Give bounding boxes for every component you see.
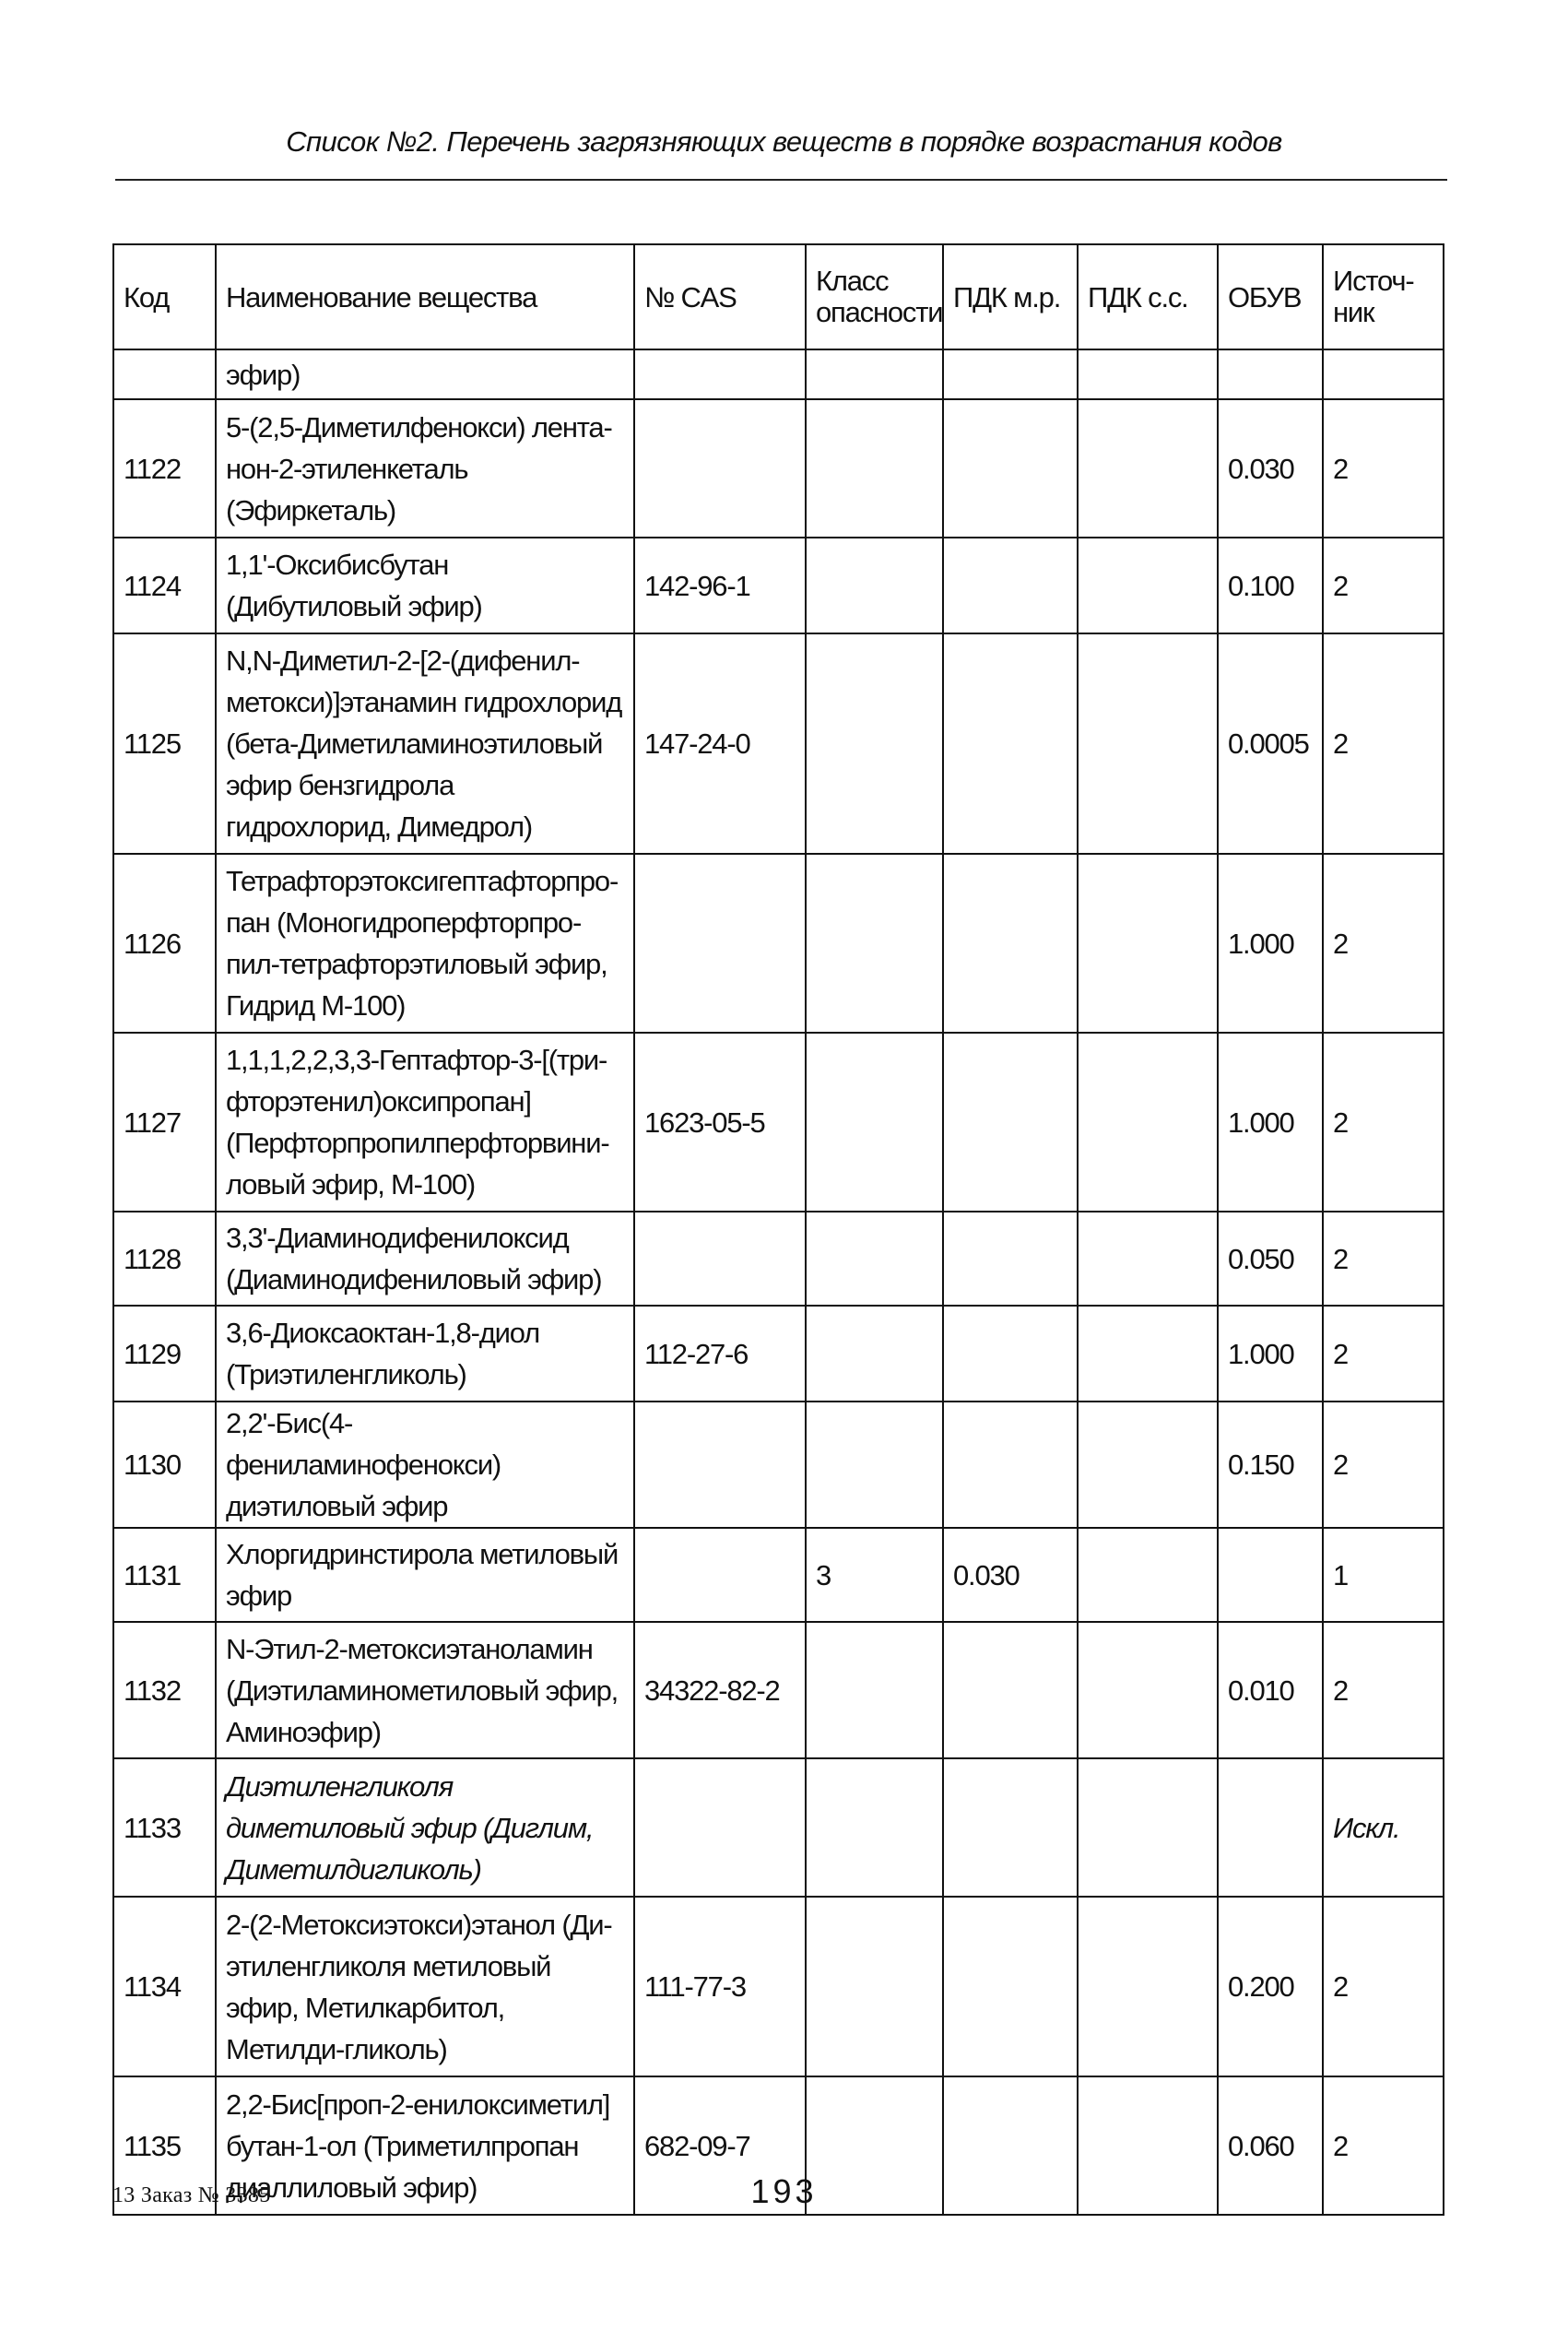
cell-cas: 147-24-0 <box>634 633 806 854</box>
cell-obuv: 1.000 <box>1218 854 1323 1033</box>
cell-source: 2 <box>1323 1402 1444 1528</box>
cell-pdk-ss <box>1078 854 1218 1033</box>
cell-obuv: 0.150 <box>1218 1402 1323 1528</box>
cell-obuv <box>1218 349 1323 399</box>
table-row <box>113 633 1444 854</box>
cell-source: 2 <box>1323 1306 1444 1402</box>
cell-name: 2-(2-Метоксиэтокси)этанол (Ди-этиленгликоля метиловый эфир, Метилкарбитол, Метилди-гликоль) <box>216 1897 634 2076</box>
col-header-pdk-mr: ПДК м.р. <box>943 244 1078 349</box>
table-row <box>113 399 1444 538</box>
cell-pdk-mr: 0.030 <box>943 1528 1078 1622</box>
cell-hazard-class <box>806 1033 943 1212</box>
cell-code: 1122 <box>113 399 216 538</box>
cell-pdk-mr <box>943 1897 1078 2076</box>
cell-code: 1132 <box>113 1622 216 1758</box>
cell-name: эфир) <box>216 349 634 399</box>
cell-source: 2 <box>1323 399 1444 538</box>
cell-source: 2 <box>1323 854 1444 1033</box>
page-header: Список №2. Перечень загрязняющих веществ в порядке возрастания кодов <box>286 125 1282 158</box>
cell-obuv: 1.000 <box>1218 1033 1323 1212</box>
col-header-name: Наименование вещества <box>216 244 634 349</box>
cell-source: 2 <box>1323 538 1444 633</box>
cell-code: 1124 <box>113 538 216 633</box>
cell-obuv: 0.010 <box>1218 1622 1323 1758</box>
cell-name: Хлоргидринстирола метиловый эфир <box>216 1528 634 1622</box>
cell-cas: 1623-05-5 <box>634 1033 806 1212</box>
table-row <box>113 1897 1444 2076</box>
cell-cas: 112-27-6 <box>634 1306 806 1402</box>
cell-pdk-mr <box>943 854 1078 1033</box>
cell-code: 1126 <box>113 854 216 1033</box>
cell-name: N,N-Диметил-2-[2-(дифенил-метокси)]этанамин гидрохлорид (бета-Диметиламиноэтиловый эфир бензгидрола гидрохлорид, Димедрол) <box>216 633 634 854</box>
cell-cas: 682-09-7 <box>634 2076 806 2215</box>
table-row <box>113 1402 1444 1528</box>
cell-hazard-class <box>806 1212 943 1306</box>
cell-code: 1134 <box>113 1897 216 2076</box>
cell-cas: 142-96-1 <box>634 538 806 633</box>
cell-name: 2,2'-Бис(4-фениламинофенокси) диэтиловый эфир <box>216 1402 634 1528</box>
cell-pdk-ss <box>1078 1622 1218 1758</box>
cell-obuv: 0.100 <box>1218 538 1323 633</box>
cell-code: 1128 <box>113 1212 216 1306</box>
table-row <box>113 1306 1444 1402</box>
cell-code: 1131 <box>113 1528 216 1622</box>
table-row <box>113 1622 1444 1758</box>
cell-obuv: 0.0005 <box>1218 633 1323 854</box>
cell-source: Искл. <box>1323 1758 1444 1897</box>
cell-code: 1127 <box>113 1033 216 1212</box>
cell-name: N-Этил-2-метоксиэтаноламин (Диэтиламинометиловый эфир, Аминоэфир) <box>216 1622 634 1758</box>
cell-hazard-class <box>806 1622 943 1758</box>
footer-order-number: 13 Заказ № 3385 <box>112 2183 271 2207</box>
cell-hazard-class <box>806 538 943 633</box>
table-row <box>113 854 1444 1033</box>
cell-code <box>113 349 216 399</box>
cell-hazard-class <box>806 1306 943 1402</box>
cell-obuv: 0.200 <box>1218 1897 1323 2076</box>
cell-name: 3,3'-Диаминодифенилоксид (Диаминодифениловый эфир) <box>216 1212 634 1306</box>
cell-cas: 111-77-3 <box>634 1897 806 2076</box>
col-header-code: Код <box>113 244 216 349</box>
cell-pdk-ss <box>1078 1528 1218 1622</box>
cell-pdk-ss <box>1078 1212 1218 1306</box>
cell-code: 1130 <box>113 1402 216 1528</box>
table-header-row <box>113 244 1444 349</box>
cell-pdk-ss <box>1078 399 1218 538</box>
cell-cas <box>634 1758 806 1897</box>
cell-name: 2,2-Бис[проп-2-енилоксиметил] бутан-1-ол (Триметилпропан диаллиловый эфир) <box>216 2076 634 2215</box>
page-number: 193 <box>750 2172 818 2210</box>
cell-hazard-class <box>806 1897 943 2076</box>
cell-source: 2 <box>1323 1622 1444 1758</box>
cell-pdk-ss <box>1078 633 1218 854</box>
cell-cas <box>634 1212 806 1306</box>
cell-name: 5-(2,5-Диметилфенокси) лента-нон-2-этиленкеталь (Эфиркеталь) <box>216 399 634 538</box>
table-row <box>113 1528 1444 1622</box>
cell-obuv: 0.060 <box>1218 2076 1323 2215</box>
cell-hazard-class <box>806 633 943 854</box>
cell-hazard-class <box>806 399 943 538</box>
cell-pdk-ss <box>1078 538 1218 633</box>
cell-obuv: 1.000 <box>1218 1306 1323 1402</box>
col-header-obuv: ОБУВ <box>1218 244 1323 349</box>
cell-pdk-ss <box>1078 1033 1218 1212</box>
cell-cas <box>634 1402 806 1528</box>
substances-table <box>112 243 1444 2216</box>
cell-source: 2 <box>1323 1897 1444 2076</box>
cell-code: 1135 <box>113 2076 216 2215</box>
cell-source: 2 <box>1323 1212 1444 1306</box>
cell-source: 1 <box>1323 1528 1444 1622</box>
cell-cas: 34322-82-2 <box>634 1622 806 1758</box>
table-row <box>113 1033 1444 1212</box>
cell-pdk-ss <box>1078 349 1218 399</box>
cell-pdk-ss <box>1078 1306 1218 1402</box>
cell-hazard-class: 3 <box>806 1528 943 1622</box>
cell-source <box>1323 349 1444 399</box>
cell-source: 2 <box>1323 2076 1444 2215</box>
table-row <box>113 1758 1444 1897</box>
cell-pdk-mr <box>943 1402 1078 1528</box>
cell-pdk-mr <box>943 1622 1078 1758</box>
cell-pdk-mr <box>943 1306 1078 1402</box>
cell-code: 1133 <box>113 1758 216 1897</box>
cell-code: 1125 <box>113 633 216 854</box>
cell-source: 2 <box>1323 633 1444 854</box>
cell-pdk-ss <box>1078 1758 1218 1897</box>
cell-pdk-mr <box>943 1758 1078 1897</box>
cell-pdk-mr <box>943 349 1078 399</box>
cell-pdk-ss <box>1078 1897 1218 2076</box>
table-row <box>113 1212 1444 1306</box>
table-row <box>113 538 1444 633</box>
cell-name: Тетрафторэтоксигептафторпро-пан (Моногидроперфторпро-пил-тетрафторэтиловый эфир, Гидрид М-100) <box>216 854 634 1033</box>
col-header-hazard-class: Класс опасности <box>806 244 943 349</box>
cell-obuv <box>1218 1758 1323 1897</box>
cell-name: 1,1'-Оксибисбутан (Дибутиловый эфир) <box>216 538 634 633</box>
cell-pdk-mr <box>943 1212 1078 1306</box>
col-header-cas: № CAS <box>634 244 806 349</box>
cell-obuv: 0.050 <box>1218 1212 1323 1306</box>
cell-pdk-ss <box>1078 1402 1218 1528</box>
cell-name: Диэтиленгликоля диметиловый эфир (Диглим, Диметилдигликоль) <box>216 1758 634 1897</box>
cell-name: 3,6-Диоксаоктан-1,8-диол (Триэтиленгликоль) <box>216 1306 634 1402</box>
cell-hazard-class <box>806 1402 943 1528</box>
cell-hazard-class <box>806 1758 943 1897</box>
cell-obuv <box>1218 1528 1323 1622</box>
cell-cas <box>634 349 806 399</box>
col-header-source: Источ-ник <box>1323 244 1444 349</box>
cell-pdk-mr <box>943 399 1078 538</box>
cell-name: 1,1,1,2,2,3,3-Гептафтор-3-[(три-фторэтенил)оксипропан] (Перфторпропилперфторвини-ловый эфир, М-100) <box>216 1033 634 1212</box>
cell-cas <box>634 399 806 538</box>
cell-obuv: 0.030 <box>1218 399 1323 538</box>
cell-hazard-class <box>806 854 943 1033</box>
cell-code: 1129 <box>113 1306 216 1402</box>
table-row <box>113 349 1444 399</box>
cell-source: 2 <box>1323 1033 1444 1212</box>
header-divider <box>115 179 1447 181</box>
cell-cas <box>634 854 806 1033</box>
cell-cas <box>634 1528 806 1622</box>
col-header-pdk-ss: ПДК с.с. <box>1078 244 1218 349</box>
cell-pdk-mr <box>943 1033 1078 1212</box>
cell-hazard-class <box>806 349 943 399</box>
cell-pdk-mr <box>943 633 1078 854</box>
cell-pdk-mr <box>943 538 1078 633</box>
